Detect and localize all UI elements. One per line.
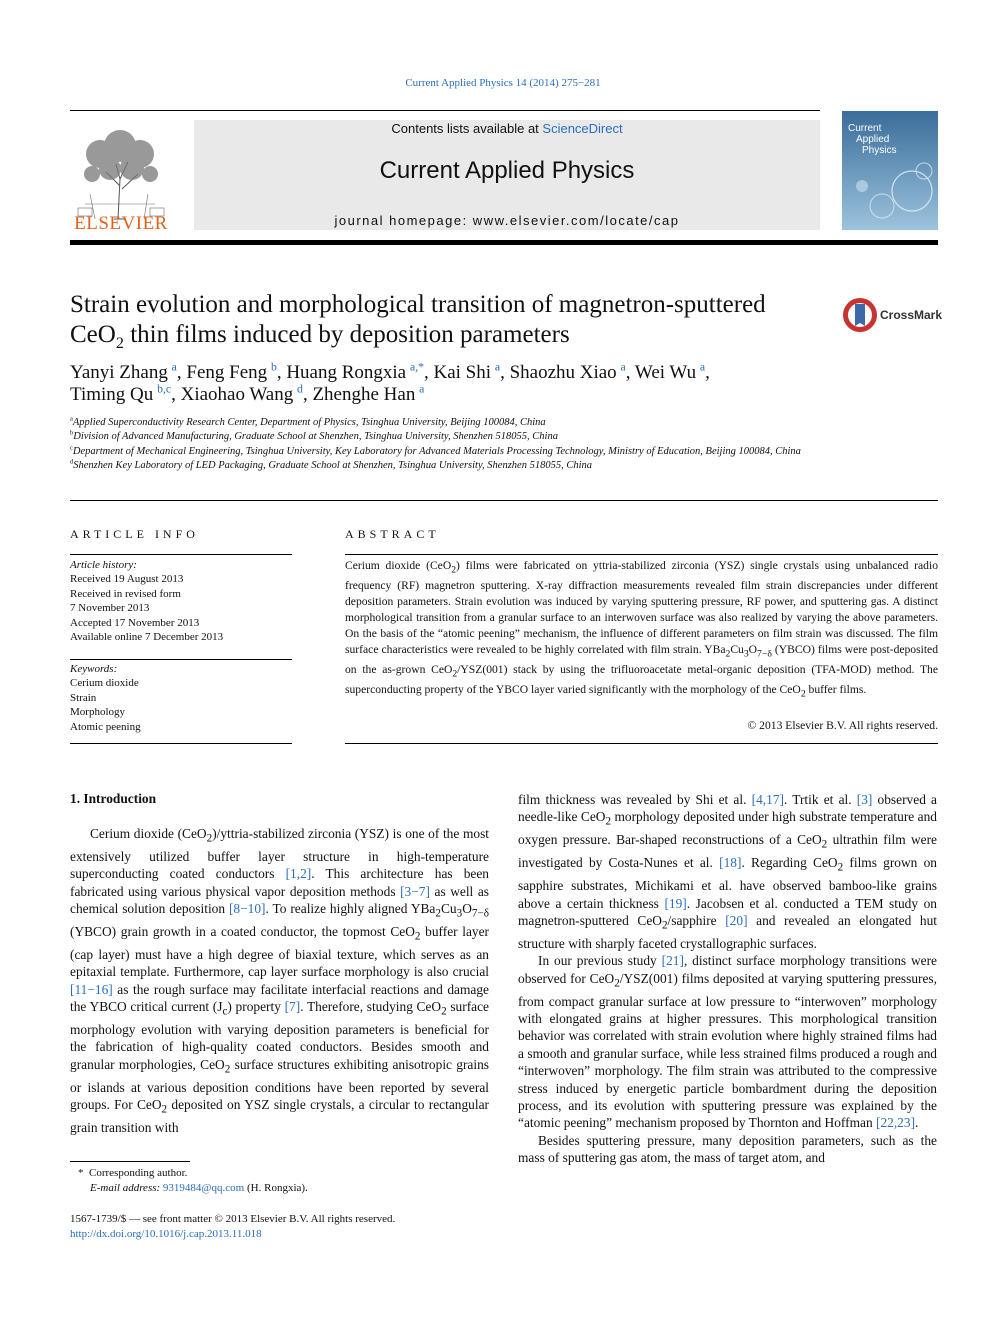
text-run: film thickness was revealed by Shi et al. (518, 792, 752, 807)
journal-reference-link[interactable]: Current Applied Physics 14 (2014) 275−281 (405, 77, 601, 89)
abstract-bottom-rule (345, 743, 938, 744)
history-item: Received in revised form (70, 587, 181, 600)
abstract-copyright: © 2013 Elsevier B.V. All rights reserved. (747, 719, 938, 732)
author-affiliation-marker[interactable]: a (620, 360, 626, 374)
author-list: Yanyi Zhang $^a$, Feng Feng $^b$, Huang Rongxia $^{a,*}$, Kai Shi $^a$, Shaozhu Xiao $^a$, Wei Wu $^a$, Timing Qu $^{b,c}$, Xiaohao Wang $^d$, Zhenghe Han $^a$ (70, 360, 710, 405)
cover-title-line-1: Current (848, 123, 882, 134)
citation-link[interactable]: [4,17] (751, 792, 784, 807)
subscript: 2 (206, 832, 213, 845)
text-run: . (915, 1115, 919, 1131)
history-item: Available online 7 December 2013 (70, 631, 224, 644)
author-affiliation-marker[interactable]: a (419, 382, 425, 396)
citation-link[interactable]: [20] (725, 913, 748, 929)
abstract-rule (345, 554, 938, 555)
article-info-heading: ARTICLE INFO (70, 527, 199, 541)
text-run: films grown on sapphire substrates, Michikami et al. have observed bamboo-like grains above a certain thickness (518, 855, 937, 911)
footnote-star: * (78, 1167, 84, 1179)
history-label: Article history: (70, 559, 137, 571)
author-name: Timing Qu (70, 384, 154, 405)
author-affiliation-marker[interactable]: d (297, 382, 303, 396)
sciencedirect-link[interactable]: ScienceDirect (542, 121, 623, 136)
text-run: as the rough surface may facilitate interfacial reactions and damage the YBCO critical current (J (70, 981, 489, 1015)
text-run: , distinct surface morphology transitions were observed for CeO (518, 953, 937, 986)
history-item: 7 November 2013 (70, 602, 150, 615)
subscript: 2 (821, 839, 828, 852)
affiliation (70, 416, 830, 430)
subscript: 3 (456, 907, 463, 920)
journal-title: Current Applied Physics (379, 157, 635, 184)
author-affiliation-marker[interactable]: a,* (409, 360, 424, 374)
citation-link[interactable]: [11−16] (70, 981, 113, 997)
citation-link[interactable]: [19] (664, 895, 687, 911)
keyword-item: Strain (70, 691, 97, 704)
text-run: as well as chemical solution deposition (70, 883, 489, 917)
doi-link[interactable]: http://dx.doi.org/10.1016/j.cap.2013.11.018 (70, 1228, 262, 1240)
text-run: O (462, 901, 472, 917)
author[interactable] (433, 362, 500, 383)
subscript: 2 (661, 919, 668, 932)
author-affiliation-marker[interactable]: b,c (157, 382, 172, 396)
text-run: . Trtik et al. (783, 792, 857, 807)
citation-link[interactable]: [7] (284, 999, 301, 1015)
affiliation-marker: b (70, 429, 74, 437)
citation-link[interactable]: [3] (856, 792, 873, 807)
text-run: )/yttria-stabilized zirconia (YSZ) is one of the most extensively utilized buffer layer structure in high-temperature superconducting coated conductors (70, 826, 489, 882)
subscript: 2 (441, 1005, 447, 1018)
author-name: Huang Rongxia (286, 362, 407, 383)
subscript: 2 (224, 1063, 231, 1076)
subscript: c (222, 1005, 228, 1018)
affiliation-marker: d (70, 458, 74, 466)
author-name: Shaozhu Xiao (509, 362, 617, 383)
author-name: Zhenghe Han (312, 384, 416, 405)
abstract-body: Cerium dioxide (CeO$_2$) films were fabricated on yttria-stabilized zirconia (YSZ) single crystals using unbalanced radio frequency (RF) magnetron sputtering. X-ray diffraction measurements revealed film strain discrepancies under different deposition parameters. Strain evolution was induced by varying sputtering pressure, RF power, and sputtering gas. A distinct morphological transition from a granular surface to an interwoven surface was also realized by varying the above parameters. On the basis of the “atomic peening” mechanism, the influence of different parameters on film strain was discussed. The film surface characteristics were revealed to be highly correlated with film strain. $YBa_2Cu_3O_{7-\delta}$ (YBCO) films were post-deposited on the as-grown CeO$_2$/YSZ(001) stack by using the trifluoroacetate metal-organic deposition (TFA-MOD) method. The superconducting property of the YBCO layer varied significantly with the morphology of the CeO$_2$ buffer films. (345, 559, 938, 700)
text-run: buffer layer (cap layer) must have a high degree of biaxial texture, which serves as an epitaxial template. Furthermore, cap layer surface morphology is also crucial (70, 924, 489, 980)
intro-paragraph-2 (518, 952, 937, 1131)
author-affiliation-marker[interactable]: a (171, 360, 177, 374)
section-heading-introduction: 1. Introduction (70, 791, 157, 806)
author-affiliation-marker[interactable]: b (270, 360, 277, 374)
cover-title-line-2: Applied (856, 134, 890, 145)
author-affiliation-marker[interactable]: a (699, 360, 706, 374)
header-bottom-rule (70, 240, 938, 245)
text-run: ultrathin film were investigated by Costa-Nunes et al. (518, 832, 937, 871)
author-affiliation-marker[interactable]: a (494, 360, 501, 374)
subscript: 2 (435, 907, 441, 920)
text-run: deposited on YSZ single crystals, a circular to rectangular grain transition with (70, 1097, 489, 1136)
text-run: and revealed an elongated hut structure with sharply faceted crystallographic surfaces. (518, 913, 937, 952)
author[interactable] (510, 362, 626, 383)
journal-cover-image[interactable] (842, 111, 938, 230)
affiliation-text: Applied Superconductivity Research Center, Department of Physics, Tsinghua University, Beijing 100084, China (72, 417, 546, 428)
author[interactable] (312, 384, 424, 405)
intro-paragraph-continued (518, 791, 937, 952)
author[interactable] (286, 362, 424, 383)
email-owner: (H. Rongxia). (244, 1182, 308, 1194)
subscript: 2 (605, 816, 612, 829)
keyword-item: Cerium dioxide (70, 677, 139, 690)
keywords-label: Keywords: (70, 663, 118, 675)
email-label: E-mail address: (90, 1182, 161, 1194)
keywords-rule (70, 659, 292, 660)
text-run: /YSZ(001) (619, 970, 678, 986)
affiliation-list (70, 416, 830, 473)
text-run: . This architecture has been fabricated using various physical vapor deposition methods (70, 866, 489, 899)
affiliation-marker: c (70, 444, 73, 452)
affiliation (70, 430, 830, 444)
body-column-left (70, 825, 489, 1137)
author[interactable] (635, 362, 705, 383)
email-link[interactable]: 9319484@qq.com (162, 1182, 245, 1194)
text-run: . Therefore, studying CeO (300, 999, 442, 1015)
contents-prefix: Contents lists available at (391, 121, 543, 136)
text-run: surface structures exhibiting anisotropic grains or islands at various deposition conditions have been reported by several groups. For CeO (70, 1056, 489, 1113)
affiliation-text: Division of Advanced Manufacturing, Graduate School at Shenzhen, Tsinghua University, Shenzhen 518055, China (73, 431, 558, 443)
corresponding-author-footnote (70, 1166, 489, 1196)
text-run: . Regarding CeO (741, 855, 838, 871)
text-run: surface morphology evolution with varying deposition parameters is beneficial for the fabrication of high-quality coated conductors. Besides smooth and granular morphologies, CeO (70, 999, 489, 1072)
citation-link[interactable]: [18] (719, 855, 742, 871)
body-column-right (518, 791, 937, 1166)
text-run: . To realize highly aligned YBa (265, 901, 436, 917)
crossmark-icon[interactable] (842, 297, 878, 333)
history-item: Accepted 17 November 2013 (70, 616, 200, 629)
subscript: 2 (161, 1103, 168, 1116)
article-info-bottom-rule (70, 743, 292, 744)
author[interactable] (70, 362, 177, 383)
keyword-item: Atomic peening (70, 720, 141, 733)
affiliation-text: Shenzhen Key Laboratory of LED Packaging, Graduate School at Shenzhen, Tsinghua University, Shenzhen 518055, China (73, 459, 592, 471)
author[interactable] (181, 384, 303, 405)
author[interactable] (70, 384, 171, 405)
intro-paragraph-3: Besides sputtering pressure, many deposition parameters, such as the mass of sputtering gas atom, the mass of target atom, and (518, 1132, 937, 1165)
subscript: 7−δ (471, 907, 489, 920)
article-title-line-1: Strain evolution and morphological transition of magnetron-sputtered (70, 291, 766, 318)
citation-link[interactable]: [8−10] (228, 901, 266, 917)
text-run: films deposited at varying sputtering pressures, from compact granular surface at low pressure to “interwoven” morphology with elongated grains at higher pressures. This morphological transition behavior was correlated with strain evolution where highly strained films had a smooth and granular surface, while less strained films produced a rough and “interwoven” morphology. The film strain was attributed to the compressive stress induced by energetic particle bombardment during the deposition process, and its evolution with sputtering pressure was explained by the “atomic peening” mechanism proposed by Thornton and Hoffman (518, 970, 937, 1131)
text-run: /sapphire (667, 913, 726, 929)
text-run: . Jacobsen et al. conducted a TEM study on magnetron-sputtered CeO (518, 895, 938, 929)
citation-link[interactable]: [3−7] (400, 883, 430, 899)
abstract-heading: ABSTRACT (345, 527, 440, 541)
text-run: In our previous study (538, 953, 662, 969)
article-title (70, 290, 830, 358)
crossmark-label[interactable]: CrossMark (880, 308, 943, 322)
journal-homepage[interactable]: journal homepage: www.elsevier.com/locate/cap (334, 213, 680, 228)
history-item: Received 19 August 2013 (70, 573, 184, 586)
issn-block (70, 1212, 570, 1242)
cover-title-line-3: Physics (862, 145, 897, 156)
affiliation-text: Department of Mechanical Engineering, Tsinghua University, Key Laboratory for Advanced Materials Processing Technology, Ministry of Education, Beijing 100084, China (72, 445, 801, 457)
author-name: Wei Wu (634, 362, 697, 383)
issn-line: 1567-1739/$ — see front matter © 2013 Elsevier B.V. All rights reserved. (70, 1213, 396, 1225)
affiliation (70, 459, 830, 473)
text-run: (YBCO) grain growth in a coated conductor, the topmost CeO (70, 924, 415, 940)
citation-link[interactable]: [21] (661, 953, 684, 969)
corresponding-author-label: Corresponding author. (89, 1167, 188, 1179)
article-info-rule (70, 554, 292, 555)
author[interactable] (186, 362, 276, 383)
text-run: observed a needle-like CeO (518, 792, 937, 825)
intro-paragraph-1 (70, 825, 489, 1137)
citation-link[interactable]: [22,23] (875, 1115, 916, 1131)
article-title-line-2: CeO$_2$ thin films induced by deposition parameters (70, 321, 570, 352)
author-name: Xiaohao Wang (180, 384, 294, 405)
subscript: 2 (414, 930, 421, 943)
text-run: Cu (440, 901, 457, 917)
affiliation-marker: a (70, 415, 73, 423)
author-name: Yanyi Zhang (70, 362, 168, 383)
text-run: ) property (227, 999, 285, 1015)
author-name: Kai Shi (433, 362, 492, 383)
keywords (70, 662, 292, 734)
citation-link[interactable]: [1,2] (285, 866, 312, 882)
article-history (70, 558, 292, 644)
header-top-rule (70, 110, 820, 111)
contents-available-line (194, 121, 820, 136)
footnote-rule (70, 1161, 190, 1162)
affiliation (70, 445, 830, 459)
subscript: 2 (837, 862, 844, 875)
subscript: 2 (614, 977, 620, 990)
keyword-item: Morphology (70, 706, 125, 719)
text-run: Cerium dioxide (CeO (90, 826, 207, 841)
text-run: morphology deposited under high substrate temperature and oxygen pressure. Bar-shaped reconstructions of a CeO (518, 809, 938, 848)
author-name: Feng Feng (186, 362, 268, 383)
elsevier-wordmark: ELSEVIER (74, 213, 168, 234)
affiliation-rule (70, 500, 938, 501)
